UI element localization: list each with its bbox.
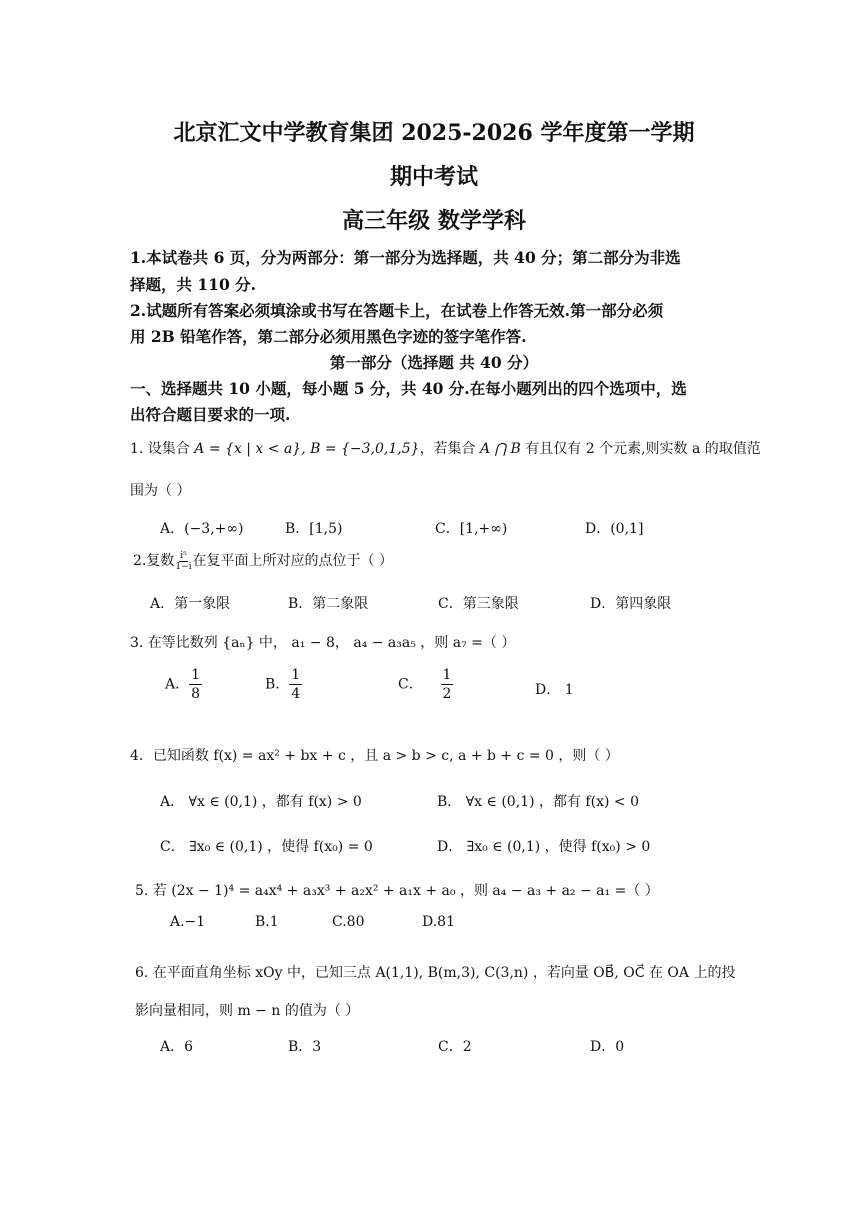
q3-c-num: 1 bbox=[442, 667, 452, 683]
question-2 bbox=[133, 550, 393, 572]
note-1-line-1: 1.本试卷共 6 页，分为两部分：第一部分为选择题，共 40 分；第二部分为非选 bbox=[130, 248, 681, 267]
q4-option-a: A． ∀x ∈ (0,1) ，都有 f(x) > 0 bbox=[160, 794, 362, 810]
q4-option-c: C． ∃x₀ ∈ (0,1) ，使得 f(x₀) = 0 bbox=[160, 839, 373, 855]
note-2-line-1: 2.试题所有答案必须填涂或书写在答题卡上，在试卷上作答无效.第一部分必须 bbox=[130, 301, 664, 320]
q3-option-d-label: D． bbox=[535, 682, 561, 698]
q3-option-a bbox=[165, 666, 202, 703]
q3-option-c-fraction bbox=[441, 666, 454, 703]
section-instruction-line-1: 一、选择题共 10 小题，每小题 5 分，共 40 分.在每小题列出的四个选项中，选 bbox=[130, 379, 687, 398]
note-1-line-2: 择题，共 110 分. bbox=[130, 275, 257, 294]
q2-frac-denominator: 1−i bbox=[175, 561, 192, 572]
q2-fraction bbox=[174, 551, 192, 572]
question-1-line-2: 围为（ ） bbox=[130, 483, 191, 499]
q4-option-d: D． ∃x₀ ∈ (0,1) ，使得 f(x₀) > 0 bbox=[437, 839, 651, 855]
q3-a-den: 8 bbox=[191, 686, 201, 702]
q6-option-b: B．3 bbox=[288, 1039, 322, 1055]
question-4: 4．已知函数 f(x) = ax² + bx + c ，且 a > b > c, a + b + c = 0 ，则（ ） bbox=[130, 748, 619, 764]
q2-option-a: A．第一象限 bbox=[150, 596, 231, 612]
q3-c-den: 2 bbox=[442, 686, 452, 702]
q3-option-b bbox=[265, 666, 302, 703]
q2-pre: 2.复数 bbox=[133, 553, 175, 569]
q1-post: 有且仅有 2 个元素,则实数 a 的取值范 bbox=[520, 441, 761, 457]
q6-option-a: A．6 bbox=[160, 1039, 194, 1055]
q1-option-d: D．(0,1] bbox=[585, 521, 644, 537]
exam-subtitle: 期中考试 bbox=[389, 164, 478, 190]
q3-option-c bbox=[398, 666, 453, 703]
q3-option-b-fraction bbox=[289, 666, 302, 703]
q5-option-a: A.−1 bbox=[170, 914, 206, 930]
q2-option-c: C．第三象限 bbox=[438, 596, 519, 612]
q5-option-b: B.1 bbox=[255, 914, 279, 930]
q3-option-b-label: B． bbox=[265, 676, 290, 693]
q3-a-num: 1 bbox=[191, 667, 201, 683]
note-2-line-2: 用 2B 铅笔作答，第二部分必须用黑色字迹的签字笔作答. bbox=[130, 327, 527, 346]
q2-post: 在复平面上所对应的点位于（ ） bbox=[192, 553, 393, 569]
q1-number: 1. bbox=[130, 441, 144, 457]
q4-option-b: B． ∀x ∈ (0,1) ，都有 f(x) < 0 bbox=[437, 794, 639, 810]
q1-math-2: A ⋂ B bbox=[480, 441, 521, 457]
q1-pre: 设集合 bbox=[147, 441, 195, 457]
q3-d-value: 1 bbox=[564, 682, 574, 698]
q1-mid: ，若集合 bbox=[419, 441, 481, 457]
q2-option-b: B．第二象限 bbox=[288, 596, 369, 612]
question-1 bbox=[130, 438, 761, 458]
q1-option-c: C．[1,+∞) bbox=[435, 521, 508, 537]
q3-option-a-label: A． bbox=[165, 676, 190, 693]
q3-b-den: 4 bbox=[291, 686, 301, 702]
section-instruction-line-2: 出符合题目要求的一项. bbox=[130, 405, 291, 424]
question-3: 3. 在等比数列 {aₙ} 中， a₁ − 8， a₄ − a₃a₅ ，则 a₇ =（ ） bbox=[130, 635, 516, 651]
q5-option-d: D.81 bbox=[422, 914, 455, 930]
q3-option-a-fraction bbox=[189, 666, 202, 703]
q2-frac-numerator: i⁵ bbox=[180, 550, 187, 561]
q1-option-a: A．(−3,+∞) bbox=[160, 521, 244, 537]
q5-option-c: C.80 bbox=[332, 914, 365, 930]
q2-option-d: D．第四象限 bbox=[590, 596, 672, 612]
q3-b-num: 1 bbox=[291, 667, 301, 683]
question-5: 5. 若 (2x − 1)⁴ = a₄x⁴ + a₃x³ + a₂x² + a₁x + a₀ ，则 a₄ − a₃ + a₂ − a₁ =（ ） bbox=[135, 883, 659, 899]
q1-math: A = {x | x < a}, B = {−3,0,1,5} bbox=[194, 441, 420, 457]
q1-option-b: B．[1,5) bbox=[285, 521, 343, 537]
q3-option-d bbox=[535, 679, 574, 699]
question-6-line-1: 6. 在平面直角坐标 xOy 中，已知三点 A(1,1), B(m,3), C(3,n) ，若向量 OB⃗, OC⃗ 在 OA 上的投 bbox=[135, 965, 736, 981]
grade-subject: 高三年级 数学学科 bbox=[342, 208, 526, 234]
q3-option-c-label: C． bbox=[398, 676, 423, 693]
q6-option-c: C．2 bbox=[438, 1039, 472, 1055]
section-title: 第一部分（选择题 共 40 分） bbox=[329, 353, 539, 372]
q6-option-d: D．0 bbox=[590, 1039, 625, 1055]
question-6-line-2: 影向量相同，则 m − n 的值为（ ） bbox=[135, 1003, 360, 1019]
exam-title: 北京汇文中学教育集团 2025-2026 学年度第一学期 bbox=[173, 120, 695, 146]
